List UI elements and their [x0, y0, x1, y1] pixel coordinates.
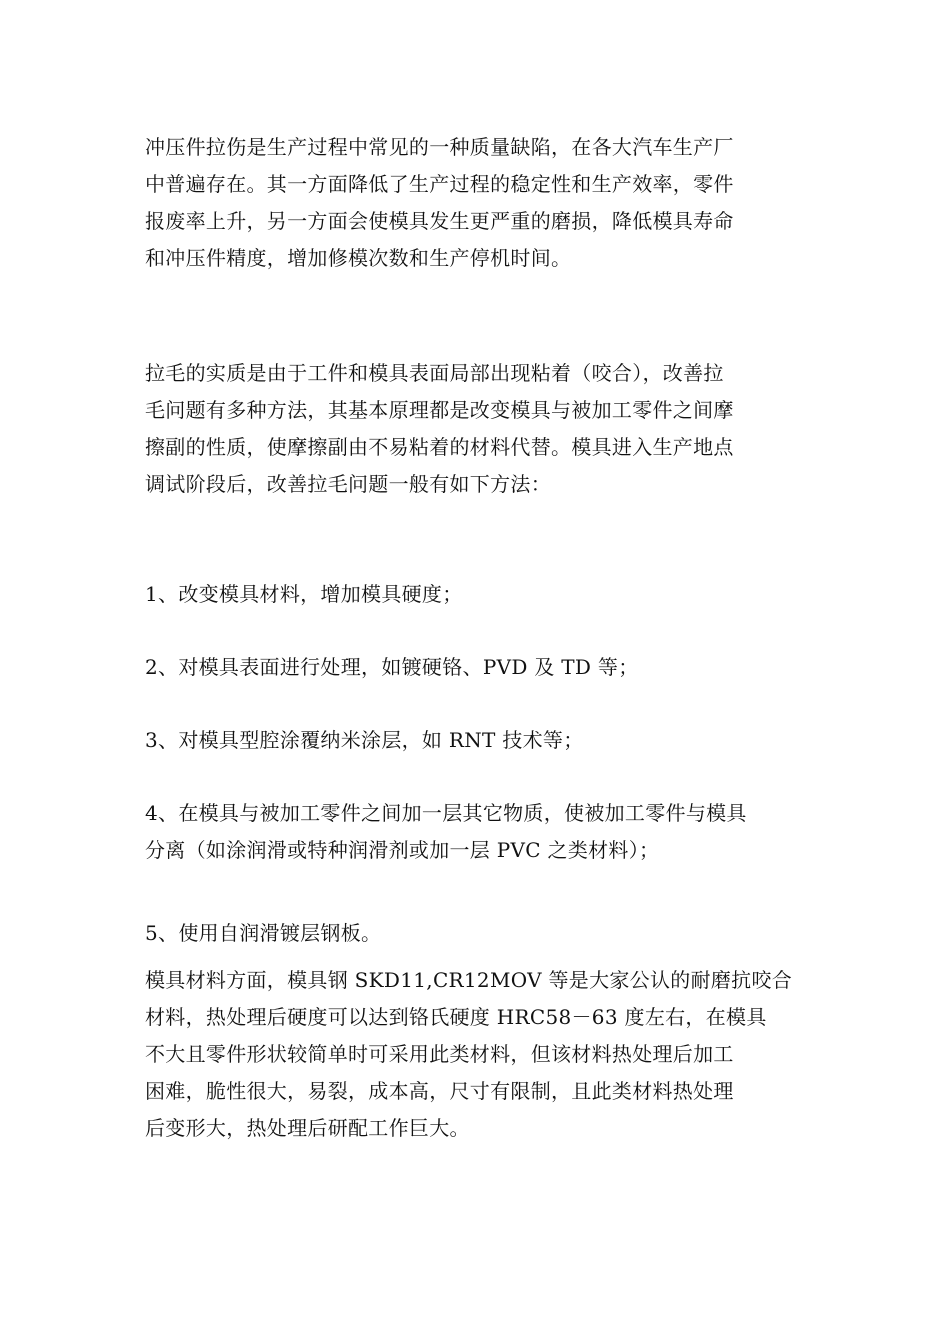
paragraph-materials: 模具材料方面，模具钢 SKD11,CR12MOV 等是大家公认的耐磨抗咬合 材料，热处理后硬度可以达到铬氏硬度 HRC58－63 度左右，在模具 不大且零件形状较简单时可采用此类材料，但该材料热处理后加工 困难，脆性很大，易裂，成本高，尺寸有限制，且此类材料热处理 后变形大，热处理后研配工作巨大。 [145, 968, 793, 1140]
list-item-5: 5、使用自润滑镀层钢板。 [145, 921, 382, 945]
paragraph-intro: 冲压件拉伤是生产过程中常见的一种质量缺陷，在各大汽车生产厂 中普遍存在。其一方面降低了生产过程的稳定性和生产效率，零件 报废率上升，另一方面会使模具发生更严重的磨损，降低模具寿命 和冲压件精度，增加修模次数和生产停机时间。 [145, 135, 734, 270]
paragraph-cause: 拉毛的实质是由于工件和模具表面局部出现粘着（咬合），改善拉 毛问题有多种方法，其基本原理都是改变模具与被加工零件之间摩 擦副的性质，使摩擦副由不易粘着的材料代替。模具进入生产地点 调试阶段后，改善拉毛问题一般有如下方法： [145, 361, 734, 496]
list-item-2: 2、对模具表面进行处理，如镀硬铬、PVD 及 TD 等； [145, 655, 639, 679]
list-item-4: 4、在模具与被加工零件之间加一层其它物质，使被加工零件与模具 分离（如涂润滑或特种润滑剂或加一层 PVC 之类材料）； [145, 801, 747, 862]
list-item-3: 3、对模具型腔涂覆纳米涂层，如 RNT 技术等； [145, 728, 584, 752]
list-item-1: 1、改变模具材料，增加模具硬度； [145, 582, 463, 606]
